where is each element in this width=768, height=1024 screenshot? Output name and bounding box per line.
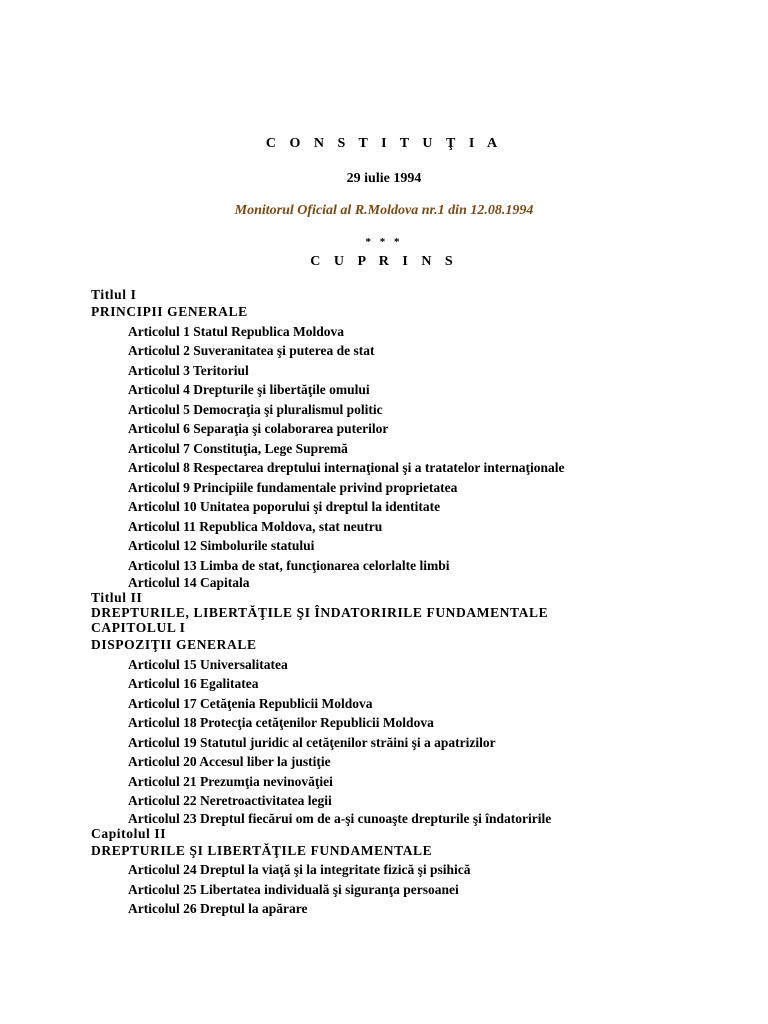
table-of-contents [91,287,751,919]
toc-article-entry: Articolul 5 Democraţia şi pluralismul politic [128,401,383,417]
toc-article-entry: Articolul 18 Protecţia cetăţenilor Republicii Moldova [128,715,434,730]
publication-reference: Monitorul Oficial al R.Moldova nr.1 din 12.08.1994 [234,203,534,218]
toc-article-entry: Articolul 24 Dreptul la viaţă şi la integritate fizică şi psihică [128,862,471,877]
toc-article-entry: Articolul 23 Dreptul fiecărui om de a-şi cunoaşte drepturile şi îndatoririle [128,810,552,826]
toc-section-heading: DREPTURILE, LIBERTĂŢILE ŞI ÎNDATORIRILE FUNDAMENTALE [91,605,549,620]
contents-heading: C U P R I N S [310,254,458,269]
toc-article-entry: Articolul 12 Simbolurile statului [128,538,315,553]
toc-article-entry: Articolul 21 Prezumţia nevinovăţiei [128,773,333,789]
toc-article-entry: Articolul 10 Unitatea poporului şi dreptul la identitate [128,499,441,514]
toc-article-entry: Articolul 19 Statutul juridic al cetăţenilor străini şi a apatrizilor [128,734,496,750]
toc-title-entry: Titlul II [91,590,143,605]
toc-article-entry: Articolul 2 Suveranitatea şi puterea de stat [128,343,375,358]
toc-article-entry: Articolul 4 Drepturile şi libertăţile omului [128,382,370,397]
toc-article-entry: Articolul 9 Principiile fundamentale privind proprietatea [128,479,458,495]
toc-article-entry: Articolul 16 Egalitatea [128,676,259,691]
document-date: 29 iulie 1994 [346,171,422,186]
toc-article-entry: Articolul 6 Separaţia şi colaborarea puterilor [128,421,389,436]
toc-article-entry: Articolul 22 Neretroactivitatea legii [128,793,332,808]
toc-article-entry: Articolul 7 Constituţia, Lege Supremă [128,440,348,456]
toc-article-entry: Articolul 1 Statul Republica Moldova [128,323,345,339]
toc-section-heading: PRINCIPII GENERALE [91,304,248,319]
toc-article-entry: Articolul 8 Respectarea dreptului internaţional şi a tratatelor internaţionale [128,460,565,475]
toc-article-entry: Articolul 26 Dreptul la apărare [128,901,308,916]
toc-article-entry: Articolul 3 Teritoriul [128,362,249,378]
toc-chapter-entry: CAPITOLUL I [91,620,186,635]
toc-article-entry: Articolul 17 Cetăţenia Republicii Moldova [128,695,373,711]
toc-section-heading: DISPOZIŢII GENERALE [91,637,257,652]
toc-title-entry: Titlul I [91,287,137,302]
toc-article-entry: Articolul 13 Limba de stat, funcţionarea celorlalte limbi [128,557,450,573]
toc-article-entry: Articolul 20 Accesul liber la justiţie [128,754,331,769]
toc-article-entry: Articolul 15 Universalitatea [128,656,288,672]
section-separator: * * * [365,236,403,248]
toc-article-entry: Articolul 14 Capitala [128,575,250,590]
toc-section-heading: DREPTURILE ŞI LIBERTĂŢILE FUNDAMENTALE [91,842,433,858]
toc-article-entry: Articolul 11 Republica Moldova, stat neutru [128,518,383,534]
toc-chapter-entry: Capitolul II [91,825,167,841]
document-title: C O N S T I T U Ţ I A [265,136,503,151]
toc-article-entry: Articolul 25 Libertatea individuală şi siguranţa persoanei [128,881,459,897]
